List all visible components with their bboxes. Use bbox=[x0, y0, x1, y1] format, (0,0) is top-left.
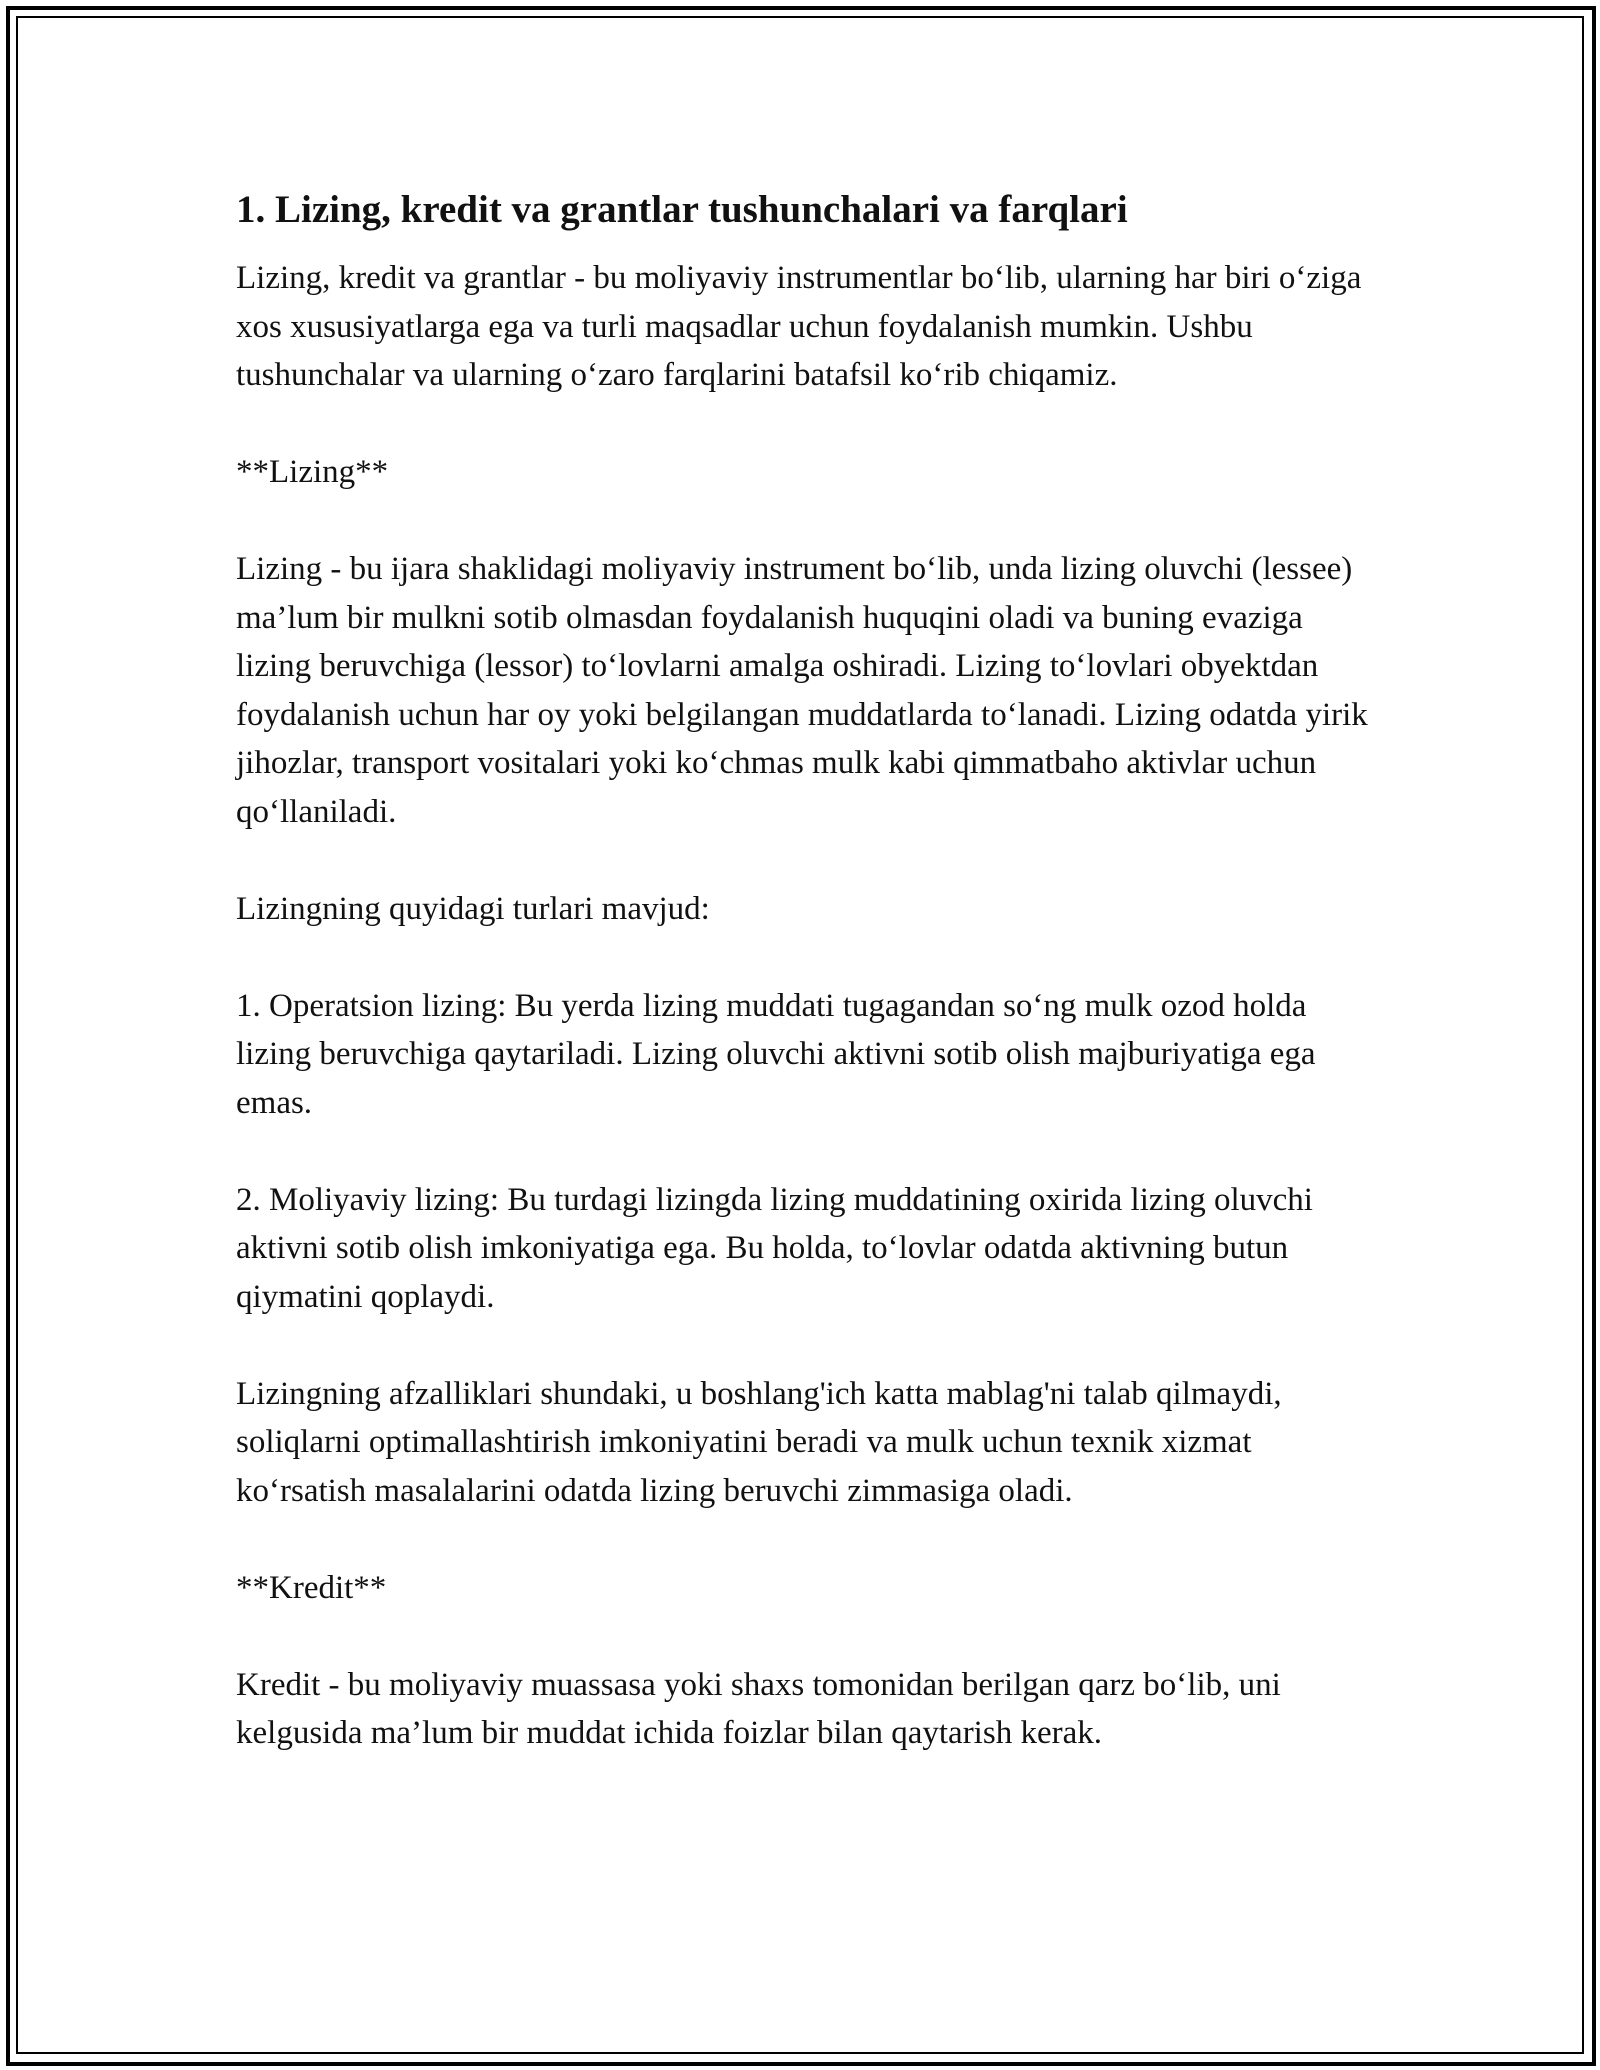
lizing-advantages-paragraph: Lizingning afzalliklari shundaki, u boshlang'ich katta mablag'ni talab qilmaydi, soliqlarni optimallashtirish imkoniyatini beradi va mulk uchun texnik xizmat ko‘rsatish masalalarini odatda lizing beruvchi zimmasiga oladi. bbox=[236, 1375, 1282, 1509]
intro-paragraph: Lizing, kredit va grantlar - bu moliyaviy instrumentlar bo‘lib, ularning har biri o‘ziga xos xususiyatlarga ega va turli maqsadlar uchun foydalanish mumkin. Ushbu tushunchalar va ularning o‘zaro farqlarini batafsil ko‘rib chiqamiz. bbox=[236, 260, 1362, 393]
kredit-definition-paragraph: Kredit - bu moliyaviy muassasa yoki shaxs tomonidan berilgan qarz bo‘lib, uni kelgusida ma’lum bir muddat ichida foizlar bilan qaytarish kerak. bbox=[236, 1666, 1281, 1751]
operational-leasing-item: 1. Operatsion lizing: Bu yerda lizing muddati tugagandan so‘ng mulk ozod holda lizing beruvchiga qaytariladi. Lizing oluvchi aktivni sotib olish majburiyatiga ega emas. bbox=[236, 987, 1316, 1121]
lizing-types-intro: Lizingning quyidagi turlari mavjud: bbox=[236, 890, 710, 927]
lizing-heading: **Lizing** bbox=[236, 454, 389, 490]
lizing-definition-paragraph: Lizing - bu ijara shaklidagi moliyaviy instrument bo‘lib, unda lizing oluvchi (lessee) ma’lum bir mulkni sotib olmasdan foydalanish huquqini oladi va buning evaziga lizing beruvchiga (lessor) to‘lovlarni amalga oshiradi. Lizing to‘lovlari obyektdan foydalanish uchun har oy yoki belgilangan muddatlarda to‘lanadi. Lizing odatda yirik jihozlar, transport vositalari yoki ko‘chmas mulk kabi qimmatbaho aktivlar uchun qo‘llaniladi. bbox=[236, 551, 1368, 830]
document-body bbox=[236, 186, 1376, 1758]
page-title: 1. Lizing, kredit va grantlar tushunchalari va farqlari bbox=[236, 188, 1128, 231]
kredit-heading: **Kredit** bbox=[236, 1569, 387, 1606]
financial-leasing-item: 2. Moliyaviy lizing: Bu turdagi lizingda lizing muddatining oxirida lizing oluvchi aktivni sotib olish imkoniyatiga ega. Bu holda, to‘lovlar odatda aktivning butun qiymatini qoplaydi. bbox=[236, 1181, 1313, 1315]
